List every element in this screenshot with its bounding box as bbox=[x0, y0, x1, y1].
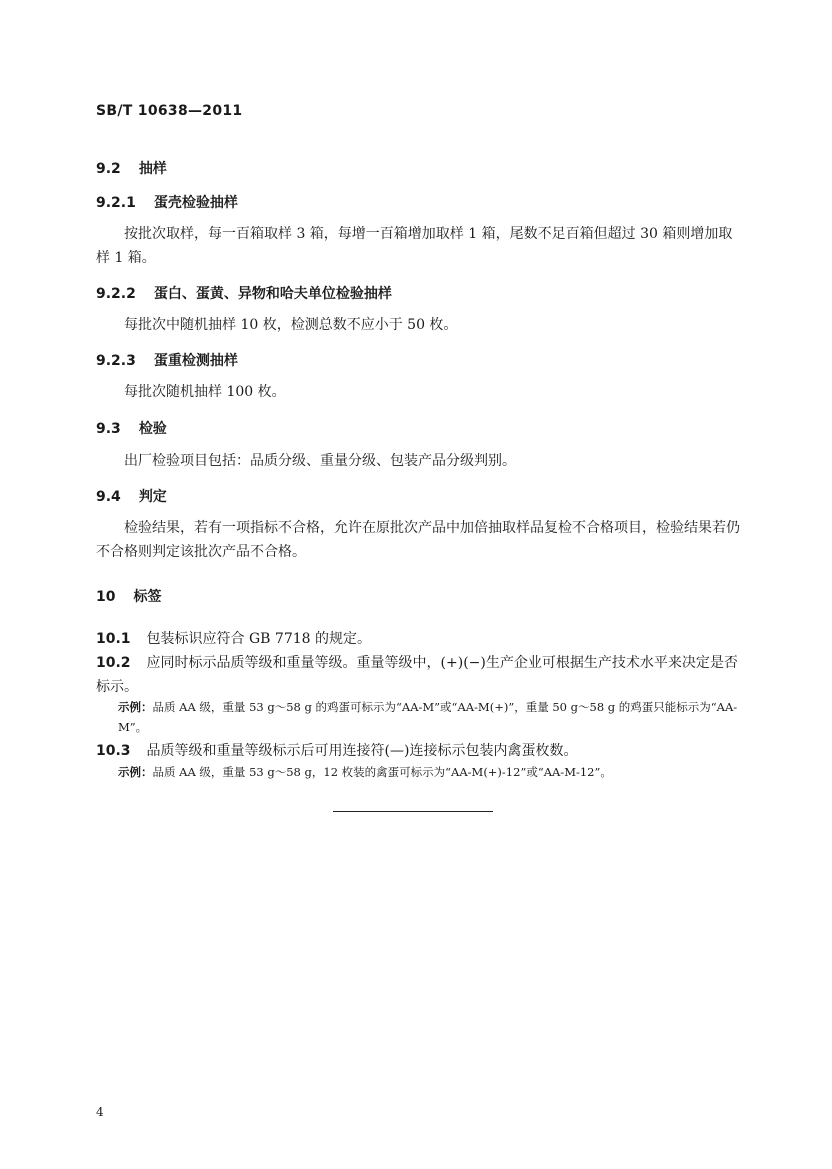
section-number: 10.2 bbox=[96, 655, 131, 671]
example-10-3 bbox=[118, 762, 746, 782]
section-9-4-text: 检验结果，若有一项指标不合格，允许在原批次产品中加倍抽取样品复检不合格项目，检验结果若仍不合格则判定该批次产品不合格。 bbox=[96, 520, 740, 560]
section-number: 9.2 bbox=[96, 161, 121, 177]
example-label: 示例： bbox=[118, 765, 153, 779]
section-9-4-heading bbox=[96, 486, 167, 506]
section-number: 10.1 bbox=[96, 631, 131, 647]
section-9-2-heading bbox=[96, 158, 167, 178]
section-title: 蛋白、蛋黄、异物和哈夫单位检验抽样 bbox=[153, 286, 392, 302]
section-title: 标签 bbox=[133, 589, 162, 605]
section-9-3-heading bbox=[96, 418, 167, 438]
section-10-2 bbox=[96, 651, 746, 699]
section-text: 品质等级和重量等级标示后可用连接符(—)连接标示包装内禽蛋枚数。 bbox=[146, 743, 578, 759]
section-number: 9.3 bbox=[96, 421, 121, 437]
section-text: 应同时标示品质等级和重量等级。重量等级中，(+)(−)生产企业可根据生产技术水平来决定是否标示。 bbox=[96, 655, 738, 695]
section-10-3 bbox=[96, 739, 746, 763]
example-label: 示例： bbox=[118, 700, 153, 714]
section-9-3-text: 出厂检验项目包括：品质分级、重量分级、包装产品分级判别。 bbox=[124, 453, 516, 469]
section-title: 判定 bbox=[138, 489, 167, 505]
section-number: 9.2.3 bbox=[96, 353, 136, 369]
section-number: 9.2.1 bbox=[96, 195, 136, 211]
example-text: 品质 AA 级，重量 53 g～58 g 的鸡蛋可标示为“AA-M”或“AA-M(+)”，重量 50 g～58 g 的鸡蛋只能标示为“AA-M”。 bbox=[118, 700, 738, 734]
section-text: 包装标识应符合 GB 7718 的规定。 bbox=[146, 631, 371, 647]
section-9-2-1-text: 按批次取样，每一百箱取样 3 箱，每增一百箱增加取样 1 箱，尾数不足百箱但超过 30 箱则增加取样 1 箱。 bbox=[96, 226, 733, 266]
section-9-2-3-text: 每批次随机抽样 100 枚。 bbox=[124, 384, 286, 400]
section-10-heading bbox=[96, 586, 161, 606]
example-10-2 bbox=[118, 697, 746, 737]
section-10-1 bbox=[96, 627, 746, 651]
section-9-2-1-heading bbox=[96, 192, 238, 212]
standard-code: SB/T 10638—2011 bbox=[96, 103, 243, 119]
section-title: 蛋重检测抽样 bbox=[153, 353, 238, 369]
example-text: 品质 AA 级，重量 53 g～58 g，12 枚装的禽蛋可标示为“AA-M(+)-12”或“AA-M-12”。 bbox=[152, 765, 612, 779]
section-number: 10 bbox=[96, 589, 116, 605]
section-number: 10.3 bbox=[96, 743, 131, 759]
end-of-document-rule bbox=[333, 811, 493, 812]
section-title: 检验 bbox=[138, 421, 167, 437]
page-number: 4 bbox=[96, 1105, 104, 1119]
section-9-2-3-heading bbox=[96, 350, 238, 370]
section-title: 蛋壳检验抽样 bbox=[153, 195, 238, 211]
section-number: 9.4 bbox=[96, 489, 121, 505]
section-title: 抽样 bbox=[138, 161, 167, 177]
section-9-2-2-text: 每批次中随机抽样 10 枚，检测总数不应小于 50 枚。 bbox=[124, 317, 458, 333]
section-number: 9.2.2 bbox=[96, 286, 136, 302]
section-9-2-2-heading bbox=[96, 283, 392, 303]
